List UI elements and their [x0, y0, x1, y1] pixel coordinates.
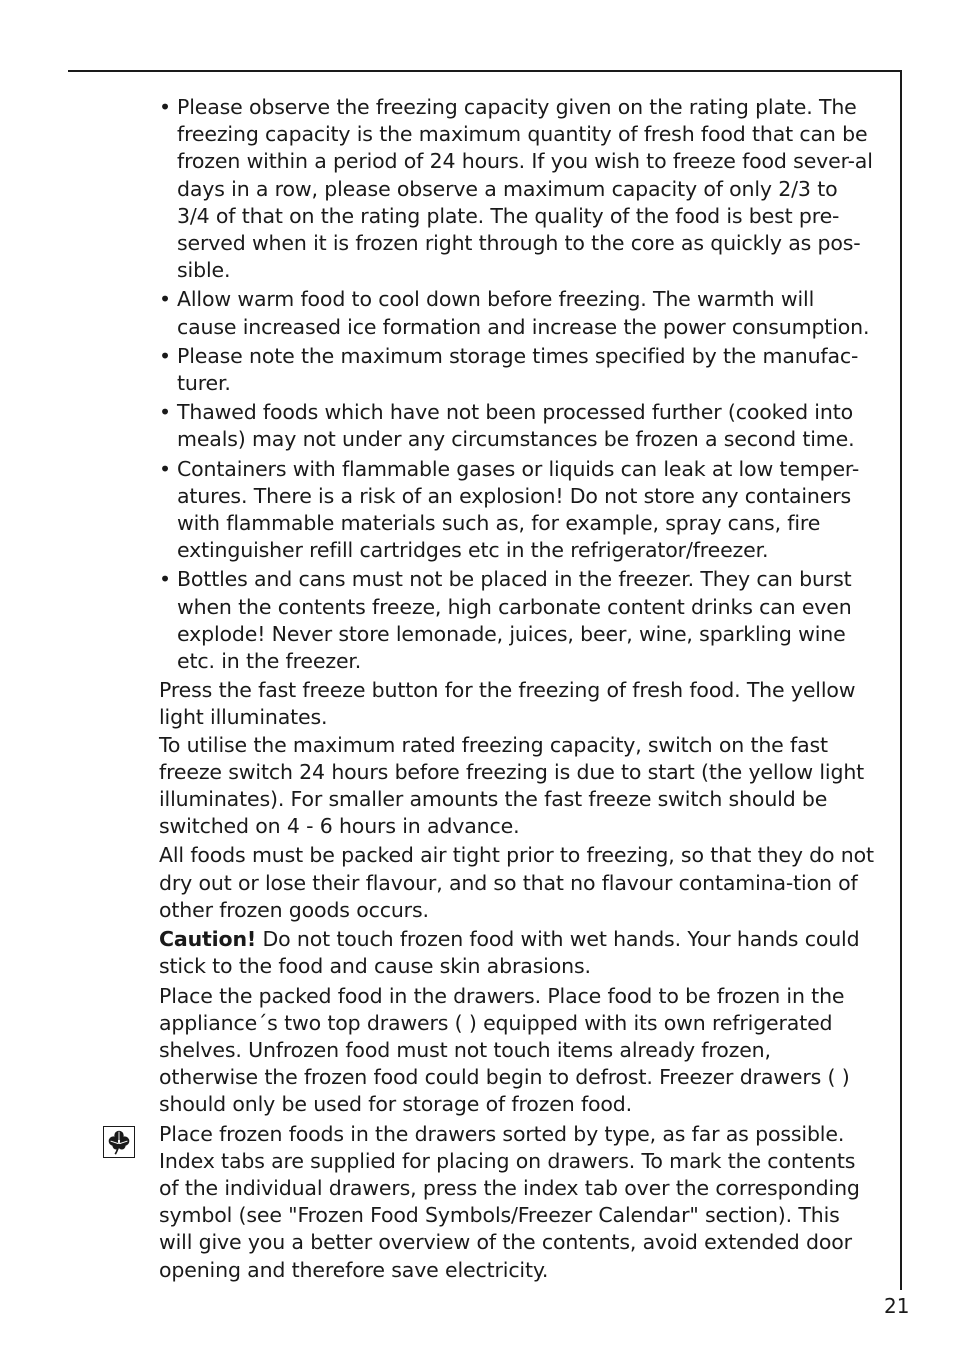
drawers-text: Place the packed food in the drawers. Place food to be frozen in the appliance´s two top drawers ( ) equipped with its own refrigerated shelves. Unfrozen food must not touch items already frozen, otherwise the frozen food could begin to defrost. Freezer drawers ( ) should only be used for storage of frozen food.: [159, 983, 850, 1117]
list-item: [159, 566, 875, 675]
packing-text: All foods must be packed air tight prior to freezing, so that they do not dry out or lose their flavour, and so that no flavour contamina-tion of other frozen goods occurs.: [159, 843, 874, 922]
clover-eco-icon: [103, 1126, 135, 1158]
list-item: [159, 343, 875, 397]
top-rule: [68, 70, 902, 72]
sorting-paragraph: [159, 1121, 875, 1284]
bullet-point: •: [159, 343, 171, 368]
bullet-text: Containers with flammable gases or liquids can leak at low temper-atures. There is a risk of an explosion! Do not store any containers with flammable materials such as, for example, spray cans, fire extinguisher refill cartridges etc in the refrigerator/freezer.: [177, 456, 860, 563]
bullet-point: •: [159, 567, 171, 592]
bullet-text: Allow warm food to cool down before freezing. The warmth will cause increased ice formation and increase the power consumption.: [177, 287, 870, 339]
list-item: [159, 456, 875, 565]
caution-text: Do not touch frozen food with wet hands. Your hands could stick to the food and cause skin abrasions.: [159, 927, 860, 979]
right-margin-rule: [900, 70, 902, 1290]
packing-paragraph: [159, 842, 875, 924]
bullet-text: Please observe the freezing capacity given on the rating plate. The freezing capacity is the maximum quantity of fresh food that can be frozen within a period of 24 hours. If you wish to freeze food sever-al days in a row, please observe a maximum capacity of only 2/3 to 3/4 of that on the rating plate. The quality of the food is best pre-served when it is frozen right through to the core as quickly as pos-sible.: [177, 95, 873, 283]
caution-label: Caution!: [159, 927, 257, 952]
sorting-text: Place frozen foods in the drawers sorted by type, as far as possible. Index tabs are supplied for placing on drawers. To mark the contents of the individual drawers, press the index tab over the corresponding symbol (see "Frozen Food Symbols/Freezer Calendar" section). This will give you a better overview of the contents, avoid extended door opening and therefore save electricity.: [159, 1121, 860, 1282]
bullet-text: Thawed foods which have not been processed further (cooked into meals) may not under any circumstances be frozen a second time.: [177, 400, 855, 452]
list-item: [159, 286, 875, 340]
bullet-text: Bottles and cans must not be placed in the freezer. They can burst when the contents freeze, high carbonate content drinks can even explode! Never store lemonade, juices, beer, wine, sparkling wine etc. in the freezer.: [177, 567, 852, 674]
fast-freeze-capacity-text: To utilise the maximum rated freezing capacity, switch on the fast freeze switch 24 hours before freezing is due to start (the yellow light illuminates). For smaller amounts the fast freeze switch should be switched on 4 - 6 hours in advance.: [159, 732, 865, 839]
list-item: [159, 94, 875, 284]
page-body: [159, 94, 875, 1286]
caution-paragraph: [159, 926, 875, 980]
bullet-point: •: [159, 95, 171, 119]
page-number: 21: [884, 1294, 910, 1318]
bullet-point: •: [159, 287, 171, 312]
bullet-text: Please note the maximum storage times specified by the manufac-turer.: [177, 343, 859, 396]
fast-freeze-text: Press the fast freeze button for the freezing of fresh food. The yellow light illuminates.: [159, 678, 856, 730]
drawers-paragraph: [159, 983, 875, 1119]
list-item: [159, 399, 875, 453]
fast-freeze-paragraph: [159, 677, 875, 840]
bullet-point: •: [159, 400, 171, 425]
bullet-point: •: [159, 456, 171, 481]
